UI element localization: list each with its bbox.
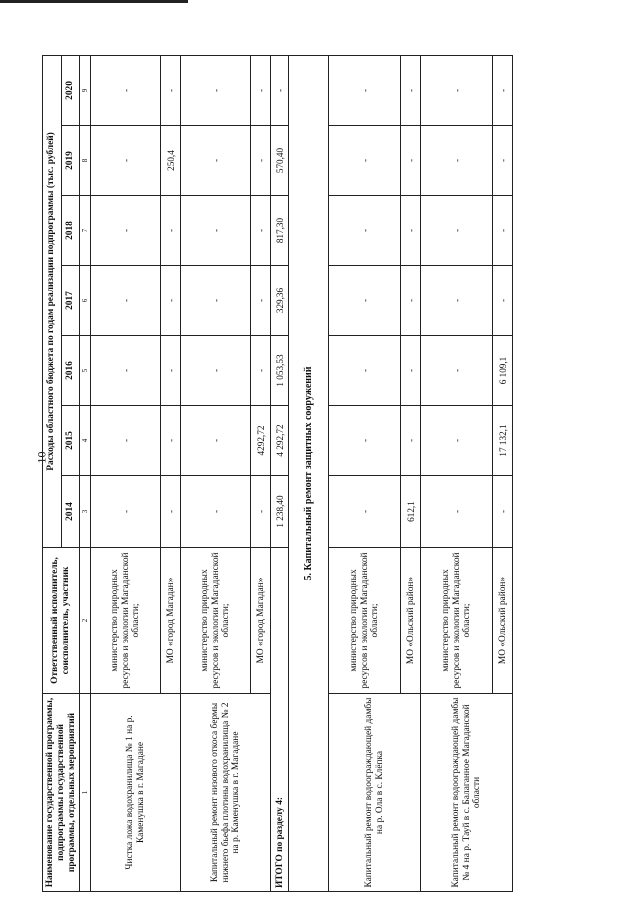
col-index: 9 [80, 55, 91, 125]
value-cell: - [91, 55, 161, 125]
value-cell: - [493, 476, 513, 548]
value-cell: - [401, 266, 421, 336]
value-cell: - [421, 336, 493, 406]
value-cell: - [181, 406, 251, 476]
value-cell: - [421, 406, 493, 476]
value-cell: - [91, 406, 161, 476]
col-index: 8 [80, 126, 91, 196]
page-number: 10 [34, 451, 49, 464]
value-cell: - [161, 476, 181, 548]
value-cell: - [493, 126, 513, 196]
value-cell: - [493, 55, 513, 125]
value-cell: - [329, 55, 401, 125]
value-cell: - [401, 196, 421, 266]
table-row [329, 55, 401, 891]
column-index-row [80, 55, 91, 891]
value-cell: - [329, 196, 401, 266]
row-executor: министерство природных ресурсов и экологии Магаданской области; [421, 548, 493, 694]
value-cell: - [401, 126, 421, 196]
total-value: 817,30 [271, 196, 289, 266]
total-value: 329,36 [271, 266, 289, 336]
year-2020: 2020 [61, 55, 80, 125]
value-cell: - [251, 476, 271, 548]
rotated-table-container [42, 56, 598, 892]
value-cell: - [161, 406, 181, 476]
row-name: Чистка ложа водохранилища № 1 на р. Каменушка в г. Магадане [91, 694, 181, 892]
row-executor: МО «город Магадан» [251, 548, 271, 694]
top-rule [0, 0, 188, 3]
year-2014: 2014 [61, 476, 80, 548]
total-value: 1 238,40 [271, 476, 289, 548]
value-cell: - [329, 126, 401, 196]
total-value: 4 292,72 [271, 406, 289, 476]
value-cell: - [91, 336, 161, 406]
header-program-name: Наименование государственной программы, подпрограммы государственной программы, отдельных мероприятий [43, 694, 80, 892]
value-cell: - [91, 126, 161, 196]
total-value: - [271, 55, 289, 125]
value-cell: - [329, 336, 401, 406]
value-cell: - [91, 196, 161, 266]
row-executor: министерство природных ресурсов и экологии Магаданской области; [91, 548, 161, 694]
value-cell: 250,4 [161, 126, 181, 196]
value-cell: - [251, 336, 271, 406]
value-cell: - [181, 476, 251, 548]
year-2017: 2017 [61, 266, 80, 336]
section-row [289, 55, 329, 891]
row-name: Капитальный ремонт водоограждающей дамбы № 4 на р. Тауй в с. Балаганное Магаданской области [421, 694, 513, 892]
value-cell: - [91, 476, 161, 548]
col-index: 2 [80, 548, 91, 694]
year-2019: 2019 [61, 126, 80, 196]
value-cell: - [161, 336, 181, 406]
value-cell: - [421, 266, 493, 336]
value-cell: 4292,72 [251, 406, 271, 476]
value-cell: 612,1 [401, 476, 421, 548]
value-cell: - [329, 406, 401, 476]
value-cell: - [161, 55, 181, 125]
table-row [91, 55, 161, 891]
value-cell: - [421, 196, 493, 266]
value-cell: - [421, 55, 493, 125]
value-cell: - [329, 476, 401, 548]
value-cell: - [493, 196, 513, 266]
row-name: Капитальный ремонт низового откоса бермы нижнего бьефа плотины водохранилища № 2 на р. Каменушка в г. Магадане [181, 694, 271, 892]
table-row [181, 55, 251, 891]
row-name: Капитальный ремонт водоограждающей дамбы на р. Ола в с. Клёпка [329, 694, 421, 892]
header-executor: Ответственный исполнитель, соисполнитель, участник [43, 548, 80, 694]
value-cell: - [181, 196, 251, 266]
value-cell: - [181, 336, 251, 406]
row-executor: министерство природных ресурсов и экологии Магаданской области; [181, 548, 251, 694]
value-cell: - [251, 266, 271, 336]
value-cell: 17 132,1 [493, 406, 513, 476]
total-value: 570,40 [271, 126, 289, 196]
value-cell: - [161, 266, 181, 336]
section-title: 5. Капитальный ремонт защитных сооружений [289, 55, 329, 891]
header-row [43, 55, 62, 891]
total-label: ИТОГО по разделу 4: [271, 548, 289, 892]
value-cell: - [251, 55, 271, 125]
col-index: 4 [80, 406, 91, 476]
value-cell: - [401, 55, 421, 125]
value-cell: - [329, 266, 401, 336]
value-cell: - [421, 476, 493, 548]
col-index: 1 [80, 694, 91, 892]
value-cell: - [251, 196, 271, 266]
year-2018: 2018 [61, 196, 80, 266]
col-index: 7 [80, 196, 91, 266]
value-cell: 6 109,1 [493, 336, 513, 406]
table-row [421, 55, 493, 891]
value-cell: - [493, 266, 513, 336]
header-expenses: Расходы областного бюджета по годам реализации подпрограммы (тыс. рублей) [43, 55, 62, 547]
value-cell: - [401, 336, 421, 406]
total-row [271, 55, 289, 891]
year-2016: 2016 [61, 336, 80, 406]
row-executor: МО «Ольский район» [401, 548, 421, 694]
budget-table [42, 55, 513, 892]
col-index: 6 [80, 266, 91, 336]
col-index: 5 [80, 336, 91, 406]
value-cell: - [161, 196, 181, 266]
row-executor: министерство природных ресурсов и экологии Магаданской области; [329, 548, 401, 694]
value-cell: - [91, 266, 161, 336]
value-cell: - [251, 126, 271, 196]
total-value: 1 053,53 [271, 336, 289, 406]
value-cell: - [421, 126, 493, 196]
year-2015: 2015 [61, 406, 80, 476]
value-cell: - [401, 406, 421, 476]
row-executor: МО «город Магадан» [161, 548, 181, 694]
value-cell: - [181, 266, 251, 336]
row-executor: МО «Ольский район» [493, 548, 513, 694]
value-cell: - [181, 55, 251, 125]
col-index: 3 [80, 476, 91, 548]
value-cell: - [181, 126, 251, 196]
